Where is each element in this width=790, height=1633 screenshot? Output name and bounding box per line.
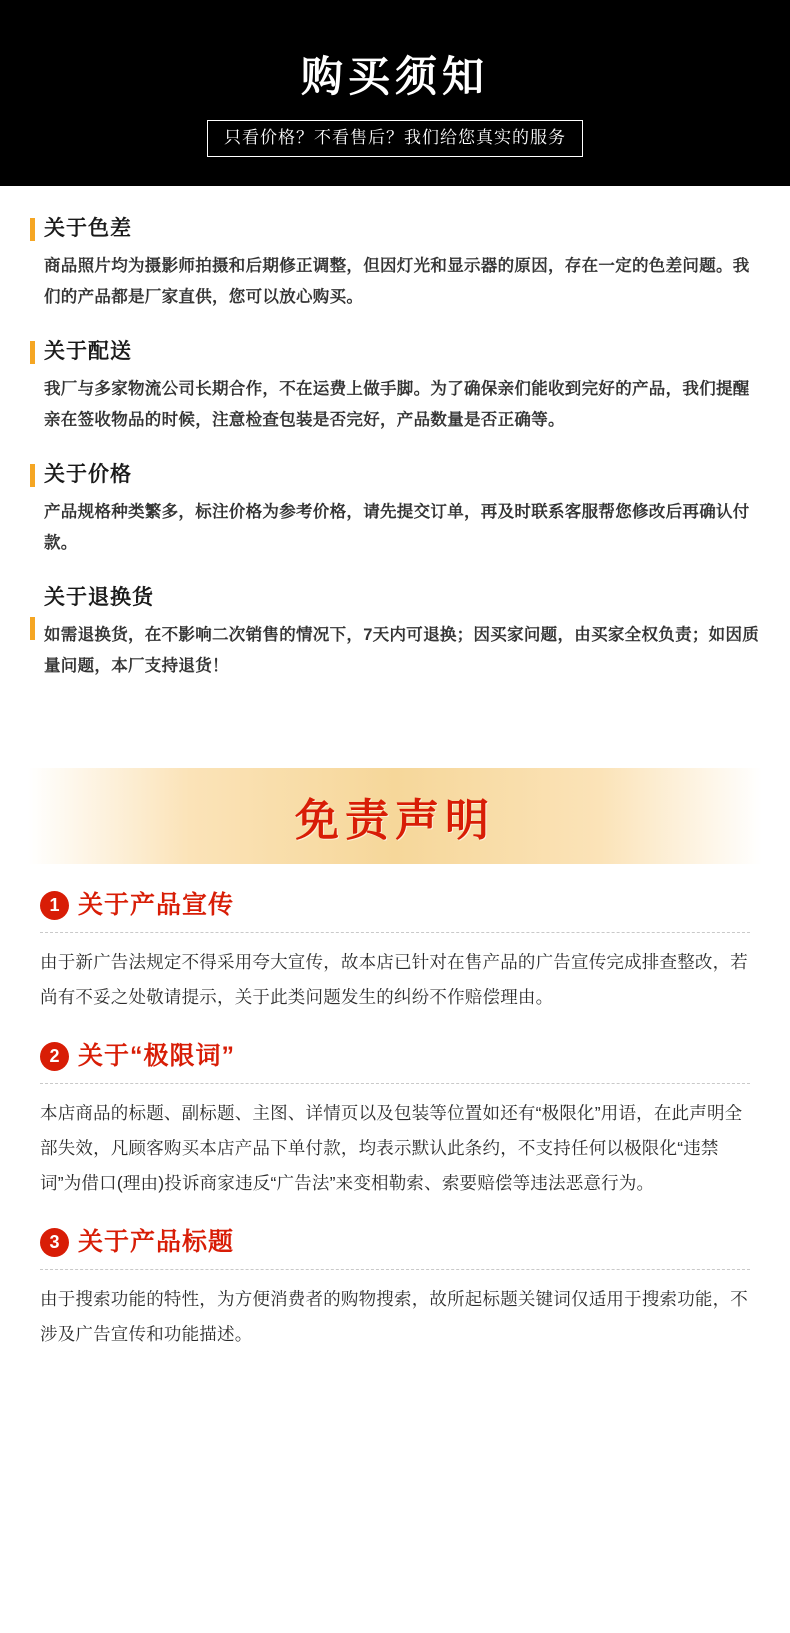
header-banner — [0, 0, 790, 186]
section-title: 关于“极限词” — [78, 1042, 236, 1070]
divider — [40, 1083, 750, 1084]
divider — [40, 1269, 750, 1270]
notice-heading — [30, 337, 760, 367]
divider — [40, 932, 750, 933]
notice-body: 如需退换货，在不影响二次销售的情况下，7天内可退换；因买家问题，由买家全权负责；如因质量问题，本厂支持退货！ — [44, 626, 760, 675]
section-body: 由于搜索功能的特性，为方便消费者的购物搜索，故所起标题关键词仅适用于搜索功能，不涉及广告宣传和功能描述。 — [40, 1289, 748, 1344]
notice-heading-label: 关于色差 — [44, 217, 132, 240]
disclaimer-section-promotion — [40, 890, 750, 1015]
disclaimer-title: 免责声明 — [295, 796, 495, 845]
notice-heading — [30, 460, 760, 490]
accent-bar-icon — [30, 341, 35, 364]
page-title: 购买须知 — [300, 53, 489, 100]
section-body: 由于新广告法规定不得采用夸大宣传，故本店已针对在售产品的广告宣传完成排查整改，若尚有不妥之处敬请提示，关于此类问题发生的纠纷不作赔偿理由。 — [40, 952, 748, 1007]
accent-bar-icon — [30, 464, 35, 487]
notice-heading — [30, 214, 760, 244]
banner-subtitle: 只看价格？不看售后？我们给您真实的服务 — [207, 120, 583, 157]
section-header — [40, 1041, 750, 1071]
banner-subtitle-wrap — [0, 120, 790, 157]
section-title: 关于产品标题 — [78, 1228, 235, 1256]
accent-bar-icon — [30, 218, 35, 241]
disclaimer-banner — [28, 768, 762, 864]
notice-heading-label: 关于退换货 — [44, 586, 154, 609]
notice-heading — [30, 583, 760, 613]
notice-heading-label: 关于配送 — [44, 340, 132, 363]
number-badge-icon: 1 — [40, 891, 69, 920]
section-header — [40, 1227, 750, 1257]
disclaimer-section-title — [40, 1227, 750, 1352]
number-badge-icon: 2 — [40, 1042, 69, 1071]
disclaimer-section-superlatives — [40, 1041, 750, 1201]
notice-body: 商品照片均为摄影师拍摄和后期修正调整，但因灯光和显示器的原因，存在一定的色差问题。我们的产品都是厂家直供，您可以放心购买。 — [44, 257, 750, 306]
accent-bar-icon — [30, 617, 35, 640]
section-title: 关于产品宣传 — [78, 891, 235, 919]
notice-item-price — [30, 460, 760, 559]
notice-item-returns — [30, 583, 760, 682]
disclaimer-sections — [0, 864, 790, 1418]
notice-body: 我厂与多家物流公司长期合作，不在运费上做手脚。为了确保亲们能收到完好的产品，我们提醒亲在签收物品的时候，注意检查包装是否完好，产品数量是否正确等。 — [44, 380, 750, 429]
notice-heading-label: 关于价格 — [44, 463, 132, 486]
section-header — [40, 890, 750, 920]
number-badge-icon: 3 — [40, 1228, 69, 1257]
notice-body: 产品规格种类繁多，标注价格为参考价格，请先提交订单，再及时联系客服帮您修改后再确认付款。 — [44, 503, 750, 552]
section-body: 本店商品的标题、副标题、主图、详情页以及包装等位置如还有“极限化”用语，在此声明全部失效，凡顾客购买本店产品下单付款，均表示默认此条约，不支持任何以极限化“违禁词”为借口(理由)投诉商家违反“广告法”来变相勒索、索要赔偿等违法恶意行为。 — [40, 1103, 743, 1193]
notice-item-delivery — [30, 337, 760, 436]
notice-item-color — [30, 214, 760, 313]
notice-section — [0, 186, 790, 716]
